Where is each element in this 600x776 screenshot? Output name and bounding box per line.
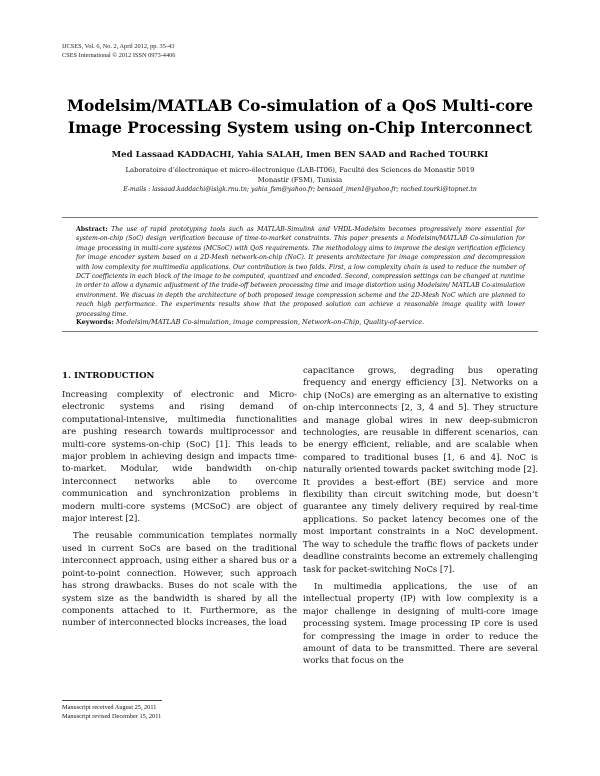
- footnote: [62, 703, 161, 721]
- intro-paragraph-1: Increasing complexity of electronic and Micro-electronic systems and rising demand of computational-intensive, multimedia functionalities are pushing research towards multiprocessor and multi-core systems-on-chip (SoC) [1]. This leads to major problem in achieving design and impacts time-to-market. Modular, wide bandwidth on-chip interconnect networks able to overcome communication and synchronization problems in modern multi-core systems (MCSoC) are object of major interest [2].: [62, 389, 297, 524]
- affiliation-line-2: Monastir (FSM), Tunisia: [257, 176, 343, 184]
- right-column: [303, 364, 538, 667]
- footnote-rule: [62, 700, 162, 701]
- manuscript-revised: Manuscript revised December 15, 2011: [62, 713, 162, 720]
- affiliation-line-1: Laboratoire d’électronique et micro-électronique (LAB-IT06), Faculté des Sciences de Monastir 5019: [125, 166, 475, 174]
- abstract-bottom-rule: [62, 331, 538, 332]
- keywords-text: Modelsim/MATLAB Co-simulation, image compression, Network-on-Chip, Quality-of-service.: [116, 318, 425, 326]
- right-paragraph-1: capacitance grows, degrading bus operating frequency and energy efficiency [3]. Networks on a chip (NoCs) are emerging as an alternative to existing on-chip interconnects [2, 3, 4 and 5]. They structure and manage global wires in new deep-submicron technologies, are reusable in different scenarios, can be energy efficient, reliable, and are scalable when compared to traditional buses [1, 6 and 4]. NoC is naturally oriented towards packet switching mode [2]. It provides a best-effort (BE) service and more flexibility than circuit switching mode, but doesn’t guarantee any timely delivery required by real-time applications. So packet latency becomes one of the most important constraints in a NoC development. The way to schedule the traffic flows of packets under deadline constraints become an extremely challenging task for packet-switching NoCs [7].: [303, 365, 538, 574]
- author-list: Med Lassaad KADDACHI, Yahia SALAH, Imen BEN SAAD and Rached TOURKI: [111, 150, 489, 160]
- affiliation: [40, 165, 560, 185]
- keywords: [76, 318, 525, 326]
- journal-citation: IJCSES, Vol. 6, No. 2, April 2012, pp. 35-43: [62, 43, 175, 50]
- author-emails: E-mails : lassaad.kaddachi@isigk.rnu.tn; yahia_fsm@yahoo.fr; bensaad_imen1@yahoo.fr; rached.tourki@topnet.tn: [123, 186, 477, 193]
- keywords-label: Keywords:: [76, 318, 114, 326]
- abstract-text: The use of rapid prototyping tools such as MATLAB-Simulink and VHDL-Modelsim becomes progressively more essential for system-on-chip (SoC) design verification because of time-to-market constraints. This paper presents a Modelsim/MATLAB Co-simulation for image processing in multi-core systems (MCSoC) with QoS requirements. The methodology aims to improve the design verification efficiency for image encoder system based on a 2D-Mesh network-on-chip (NoC). It presents architecture for image compression and decompression with low complexity for multimedia applications. Our contribution is two folds. First, a low complexity chain is used to reduce the number of DCT coefficients in each block of the image to be computed, quantized and encoded. Second, compression settings can be changed at runtime in order to allow a dynamic adjustment of the trade-off between processing time and image distortion using Modelsim/ MATLAB Co-simulation environment. We discuss in depth the architecture of both proposed image compression scheme and the 2D-Mesh NoC which are planned to reach high performance. The experiments results show that the proposed solution can achieve a reasonable image quality with lower processing time.: [76, 226, 525, 318]
- paper-title: [40, 95, 560, 139]
- abstract-top-rule: [62, 217, 538, 218]
- journal-header: [62, 42, 175, 60]
- section-heading-introduction: 1. INTRODUCTION: [62, 371, 155, 381]
- paper-title-line-2: Image Processing System using on-Chip Interconnect: [67, 119, 533, 137]
- intro-paragraph-2: The reusable communication templates normally used in current SoCs are based on the traditional interconnect approach, using either a shared bus or a point-to-point connection. However, such approach has strong drawbacks. Buses do not scale with the system size as the bandwidth is shared by all the components attached to it. Furthermore, as the number of interconnected blocks increases, the load: [62, 530, 297, 628]
- manuscript-received: Manuscript received August 25, 2011: [62, 704, 157, 711]
- abstract-label: Abstract:: [76, 226, 108, 233]
- abstract: [76, 225, 525, 319]
- left-column: [62, 388, 297, 629]
- right-paragraph-2: In multimedia applications, the use of an intellectual property (IP) with low complexity is a major challenge in designing of multi-core image processing system. Image processing IP core is used for compressing the image in order to reduce the amount of data to be transmitted. There are several works that focus on the: [303, 580, 538, 666]
- journal-copyright: CSES International © 2012 ISSN 0973-4406: [62, 52, 176, 59]
- paper-title-line-1: Modelsim/MATLAB Co-simulation of a QoS Multi-core: [67, 97, 533, 115]
